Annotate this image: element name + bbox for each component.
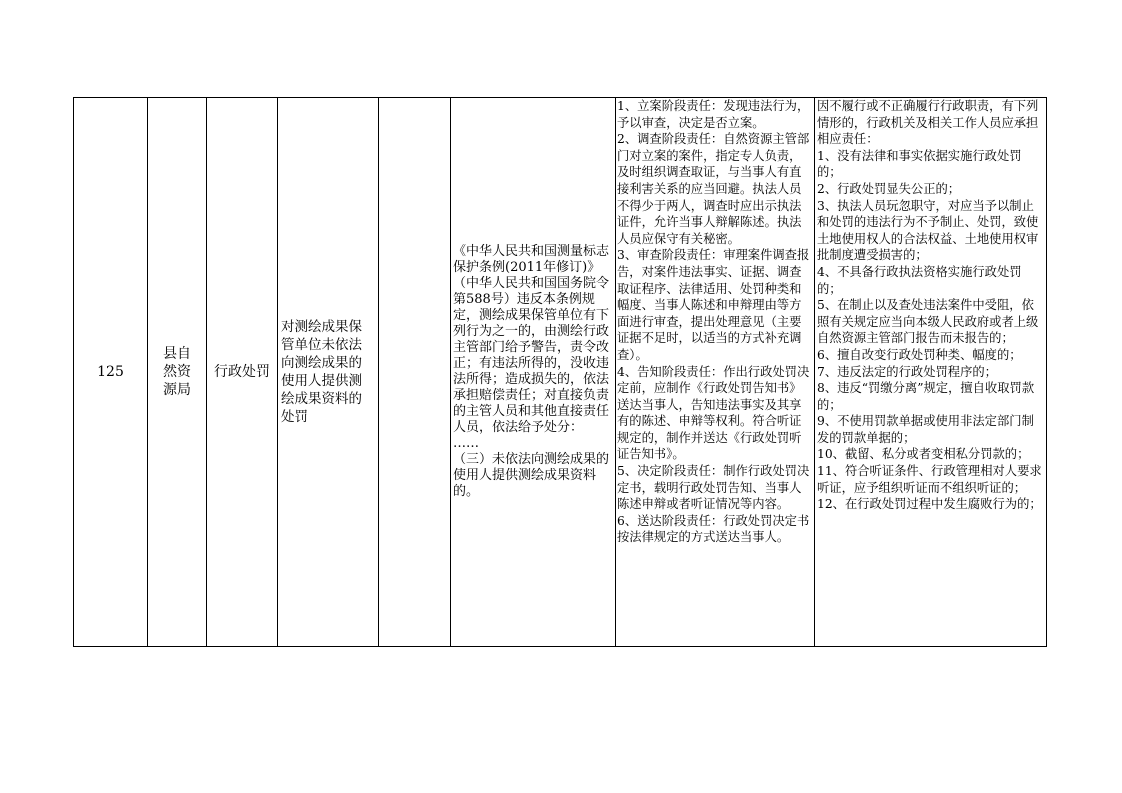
accountability-item: 5、在制止以及查处违法案件中受阻，依照有关规定应当向本级人民政府或者上级自然资源主管部门报告而未报告的； xyxy=(817,298,1039,346)
department-name: 县自然资源局 xyxy=(163,346,191,398)
legal-basis-cell xyxy=(451,98,616,647)
legal-basis xyxy=(451,98,615,646)
item-type-cell xyxy=(207,98,278,647)
department-cell xyxy=(148,98,207,647)
basis-paragraph: 《中华人民共和国测量标志保护条例(2011年修订)》（中华人民共和国国务院令第588号）违反本条例规定，测绘成果保管单位有下列行为之一的，由测绘行政主管部门给予警告，责令改正；有违法所得的，没收违法所得；造成损失的，依法承担赔偿责任；对直接负责的主管人员和其他直接责任人员，依法给予处分： xyxy=(453,244,610,435)
power-list-table xyxy=(73,97,1047,647)
accountability-item: 1、没有法律和事实依据实施行政处罚的； xyxy=(817,148,1022,180)
accountability-item: 8、违反“罚缴分离”规定，擅自收取罚款的； xyxy=(817,381,1035,412)
basis-paragraph: （三）未依法向测绘成果的使用人提供测绘成果资料的。 xyxy=(453,452,610,499)
responsibility-item: 4、告知阶段责任：作出行政处罚决定前，应制作《行政处罚告知书》送达当事人，告知违法事实及其享有的陈述、申辩等权利。符合听证规定的，制作并送达《行政处罚听证告知书》。 xyxy=(617,364,810,462)
accountability-item: 6、擅自改变行政处罚种类、幅度的； xyxy=(817,347,1022,362)
item-name: 对测绘成果保管单位未依法向测绘成果的使用人提供测绘成果资料的处罚 xyxy=(281,319,362,425)
accountability-cell xyxy=(815,98,1047,647)
accountability-intro: 因不履行或不正确履行行政职责，有下列情形的，行政机关及相关工作人员应承担相应责任： xyxy=(817,99,1039,147)
accountability-item: 4、不具备行政执法资格实施行政处罚的； xyxy=(817,264,1022,296)
accountability-item: 11、符合听证条件、行政管理相对人要求听证，应予组织听证而不组织听证的； xyxy=(817,464,1042,495)
accountability-item: 2、行政处罚显失公正的； xyxy=(817,181,961,196)
accountability-item: 9、不使用罚款单据或使用非法定部门制发的罚款单据的； xyxy=(817,414,1034,445)
sub-item-cell xyxy=(379,98,451,647)
accountability-item: 3、执法人员玩忽职守，对应当予以制止和处罚的违法行为不予制止、处罚，致使土地使用权人的合法权益、土地使用权审批制度遭受损害的； xyxy=(817,198,1039,263)
responsibility-cell xyxy=(616,98,815,647)
accountability-item: 12、在行政处罚过程中发生腐败行为的； xyxy=(817,497,1042,512)
responsibility-item: 2、调查阶段责任：自然资源主管部门对立案的案件，指定专人负责，及时组织调查取证，与当事人有直接利害关系的应当回避。执法人员不得少于两人，调查时应出示执法证件，允许当事人辩解陈述。执法人员应保守有关秘密。 xyxy=(617,132,810,246)
accountability-item: 7、违反法定的行政处罚程序的； xyxy=(817,364,997,379)
seq-number: 125 xyxy=(97,364,124,380)
responsibility-item: 6、送达阶段责任：行政处罚决定书按法律规定的方式送达当事人。 xyxy=(617,513,810,545)
table-row xyxy=(74,98,1047,647)
accountability-item: 10、截留、私分或者变相私分罚款的； xyxy=(817,447,1030,462)
responsibility-item: 3、审查阶段责任：审理案件调查报告，对案件违法事实、证据、调查取证程序、法律适用、处罚种类和幅度、当事人陈述和申辩理由等方面进行审查，提出处理意见（主要证据不足时，以适当的方式补充调查）。 xyxy=(617,248,810,362)
item-name-cell xyxy=(278,98,379,647)
seq-cell xyxy=(74,98,148,647)
responsibility-item: 5、决定阶段责任：制作行政处罚决定书，载明行政处罚告知、当事人陈述申辩或者听证情况等内容。 xyxy=(617,464,810,512)
accountability-list xyxy=(815,98,1046,646)
sub-item xyxy=(379,98,450,646)
item-type: 行政处罚 xyxy=(214,364,270,380)
responsibility-list xyxy=(616,98,814,646)
responsibility-item: 1、立案阶段责任：发现违法行为，予以审查，决定是否立案。 xyxy=(617,99,810,130)
basis-ellipsis: …… xyxy=(453,436,479,451)
